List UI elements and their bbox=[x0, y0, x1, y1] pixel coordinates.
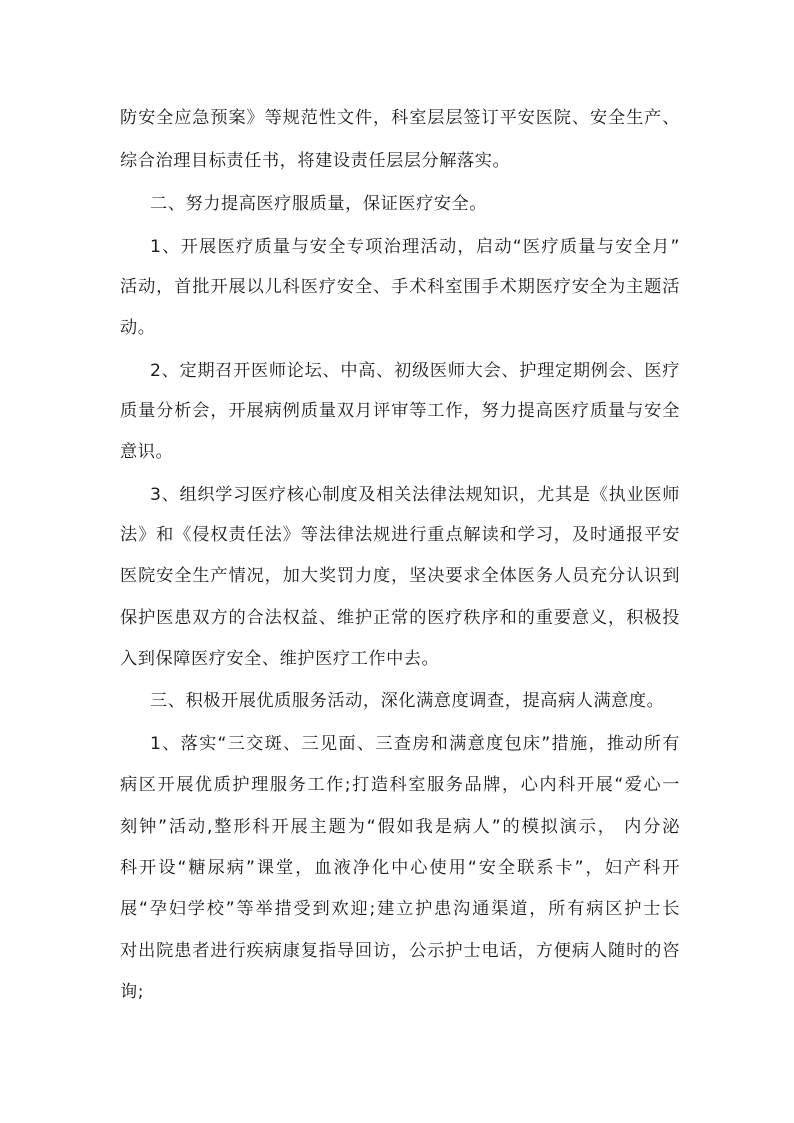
text-line: 展“孕妇学校”等举措受到欢迎;建立护患沟通渠道，所有病区护士长 bbox=[120, 899, 680, 919]
text-line: 1、开展医疗质量与安全专项治理活动，启动“医疗质量与安全月” bbox=[150, 237, 680, 257]
text-line: 意识。 bbox=[120, 442, 174, 462]
text-line: 动。 bbox=[120, 318, 156, 338]
text-line: 保护医患双方的合法权益、维护正常的医疗秩序和的重要意义，积极投 bbox=[120, 608, 680, 628]
text-line: 刻钟”活动,整形科开展主题为“假如我是病人”的模拟演示， 内分泌 bbox=[120, 817, 680, 837]
text-line: 2、定期召开医师论坛、中高、初级医师大会、护理定期例会、医疗 bbox=[150, 361, 680, 381]
text-line: 医院安全生产情况，加大奖罚力度，坚决要求全体医务人员充分认识到 bbox=[120, 566, 680, 586]
text-line: 3、组织学习医疗核心制度及相关法律法规知识，尤其是《执业医师 bbox=[150, 485, 680, 505]
text-line: 法》和《侵权责任法》等法律法规进行重点解读和学习，及时通报平安 bbox=[120, 525, 680, 545]
text-line: 质量分析会，开展病例质量双月评审等工作，努力提高医疗质量与安全 bbox=[120, 401, 680, 421]
text-line: 病区开展优质护理服务工作;打造科室服务品牌，心内科开展“爱心一 bbox=[120, 775, 680, 795]
text-line: 询; bbox=[120, 982, 145, 1002]
section-heading: 三、积极开展优质服务活动，深化满意度调查，提高病人满意度。 bbox=[150, 691, 665, 711]
text-line: 入到保障医疗安全、维护医疗工作中去。 bbox=[120, 649, 440, 669]
text-line: 活动，首批开展以儿科医疗安全、手术科室围手术期医疗安全为主题活 bbox=[120, 277, 680, 297]
text-line: 对出院患者进行疾病康复指导回访，公示护士电话，方便病人随时的咨 bbox=[120, 941, 680, 961]
text-line: 综合治理目标责任书，将建设责任层层分解落实。 bbox=[120, 151, 511, 171]
text-line: 科开设“糖尿病”课堂，血液净化中心使用“安全联系卡”，妇产科开 bbox=[120, 858, 680, 878]
section-heading: 二、努力提高医疗服质量，保证医疗安全。 bbox=[150, 194, 488, 214]
text-line: 1、落实“三交斑、三见面、三查房和满意度包床”措施，推动所有 bbox=[150, 734, 680, 754]
text-line: 防安全应急预案》等规范性文件，科室层层签订平安医院、安全生产、 bbox=[120, 108, 680, 128]
